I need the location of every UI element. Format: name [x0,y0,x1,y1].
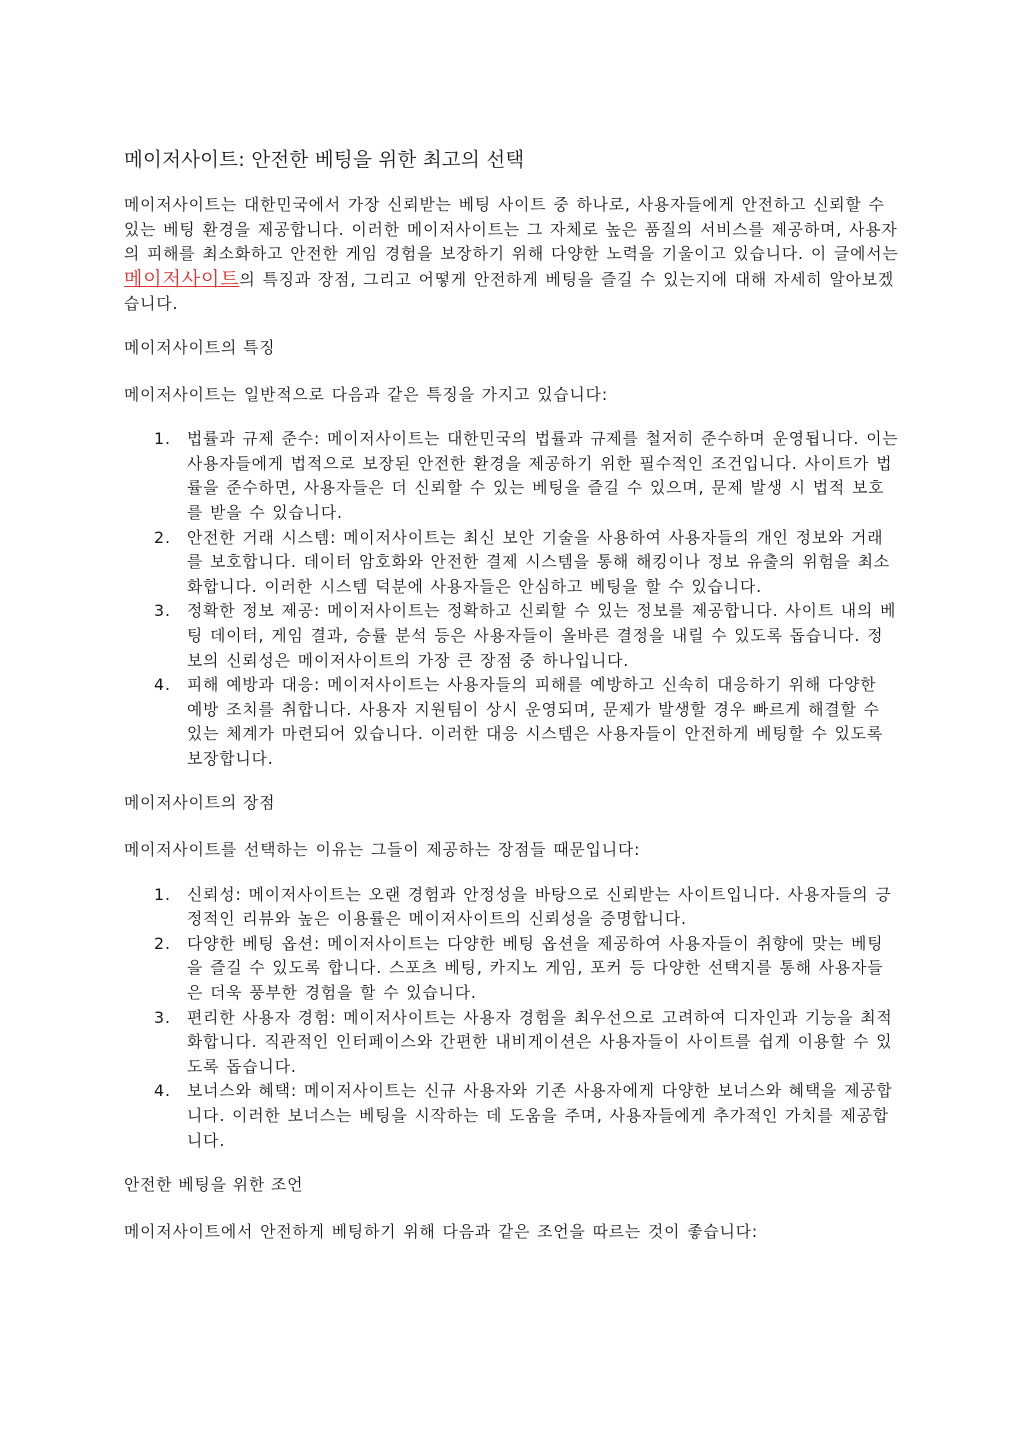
list-number: 3. [154,601,171,621]
tips-lead: 메이저사이트에서 안전하게 베팅하기 위해 다음과 같은 조언을 따르는 것이 좋습니다: [124,1221,759,1241]
list-item-text: 보너스와 혜택: 메이저사이트는 신규 사용자와 기존 사용자에게 다양한 보너스와 혜택을 제공합니다. 이러한 보너스는 베팅을 시작하는 데 도움을 주며, 사용자들에게 추가적인 가치를 제공합니다. [187,1081,893,1150]
list-number: 2. [154,933,171,953]
features-list [124,427,899,771]
tips-heading: 안전한 베팅을 위한 조언 [124,1175,304,1195]
list-item-text: 다양한 베팅 옵션: 메이저사이트는 다양한 베팅 옵션을 제공하여 사용자들이 취향에 맞는 베팅을 즐길 수 있도록 합니다. 스포츠 베팅, 카지노 게임, 포커 등 다양한 선택지를 통해 사용자들은 더욱 풍부한 경험을 할 수 있습니다. [187,933,884,1003]
advantages-lead: 메이저사이트를 선택하는 이유는 그들이 제공하는 장점들 때문입니다: [124,840,641,860]
major-site-link[interactable]: 메이저사이트 [124,267,240,290]
intro-paragraph [124,193,899,317]
list-item [124,1079,899,1153]
list-item-text: 편리한 사용자 경험: 메이저사이트는 사용자 경험을 최우선으로 고려하여 디자인과 기능을 최적화합니다. 직관적인 인터페이스와 간편한 내비게이션은 사용자들이 사이트를 쉽게 이용할 수 있도록 돕습니다. [187,1007,893,1076]
list-item-text: 피해 예방과 대응: 메이저사이트는 사용자들의 피해를 예방하고 신속히 대응하기 위해 다양한 예방 조치를 취합니다. 사용자 지원팀이 상시 운영되며, 문제가 발생할 경우 빠르게 해결할 수 있는 체계가 마련되어 있습니다. 이러한 대응 시스템은 사용자들이 안전하게 베팅할 수 있도록 보장합니다. [187,675,884,768]
list-item [124,427,899,525]
page-title: 메이저사이트: 안전한 베팅을 위한 최고의 선택 [124,148,525,171]
advantages-list [124,883,899,1154]
features-heading: 메이저사이트의 특징 [124,337,276,357]
list-item [124,526,899,600]
list-item-text: 법률과 규제 준수: 메이저사이트는 대한민국의 법률과 규제를 철저히 준수하며 운영됩니다. 이는 사용자들에게 법적으로 보장된 안전한 환경을 제공하기 위한 필수적인 조건입니다. 사이트가 법률을 준수하면, 사용자들은 더 신뢰할 수 있는 베팅을 즐길 수 있으며, 문제 발생 시 법적 보호를 받을 수 있습니다. [187,429,899,522]
list-number: 1. [154,429,171,449]
list-item-text: 안전한 거래 시스템: 메이저사이트는 최신 보안 기술을 사용하여 사용자들의 개인 정보와 거래를 보호합니다. 데이터 암호화와 안전한 결제 시스템을 통해 해킹이나 정보 유출의 위험을 최소화합니다. 이러한 시스템 덕분에 사용자들은 안심하고 베팅을 할 수 있습니다. [187,527,891,596]
document-page [124,147,899,1263]
list-item [124,673,899,771]
intro-text-after: 의 특징과 장점, 그리고 어떻게 안전하게 베팅을 즐길 수 있는지에 대해 자세히 알아보겠습니다. [124,269,895,314]
list-number: 1. [154,884,171,904]
list-item [124,932,899,1006]
list-number: 4. [154,675,171,695]
list-item-text: 정확한 정보 제공: 메이저사이트는 정확하고 신뢰할 수 있는 정보를 제공합니다. 사이트 내의 베팅 데이터, 게임 결과, 승률 분석 등은 사용자들이 올바른 결정을 내릴 수 있도록 돕습니다. 정보의 신뢰성은 메이저사이트의 가장 큰 장점 중 하나입니다. [187,601,897,670]
list-item-text: 신뢰성: 메이저사이트는 오랜 경험과 안정성을 바탕으로 신뢰받는 사이트입니다. 사용자들의 긍정적인 리뷰와 높은 이용률은 메이저사이트의 신뢰성을 증명합니다. [187,884,892,929]
list-item [124,883,899,932]
advantages-heading: 메이저사이트의 장점 [124,793,276,813]
list-number: 4. [154,1081,171,1101]
intro-text-before: 메이저사이트는 대한민국에서 가장 신뢰받는 베팅 사이트 중 하나로, 사용자들에게 안전하고 신뢰할 수 있는 베팅 환경을 제공합니다. 이러한 메이저사이트는 그 자체로 높은 품질의 서비스를 제공하며, 사용자의 피해를 최소화하고 안전한 게임 경험을 보장하기 위해 다양한 노력을 기울이고 있습니다. 이 글에서는 [124,195,899,264]
list-item [124,1006,899,1080]
features-lead: 메이저사이트는 일반적으로 다음과 같은 특징을 가지고 있습니다: [124,384,609,404]
list-number: 2. [154,527,171,547]
list-item [124,599,899,673]
list-number: 3. [154,1007,171,1027]
